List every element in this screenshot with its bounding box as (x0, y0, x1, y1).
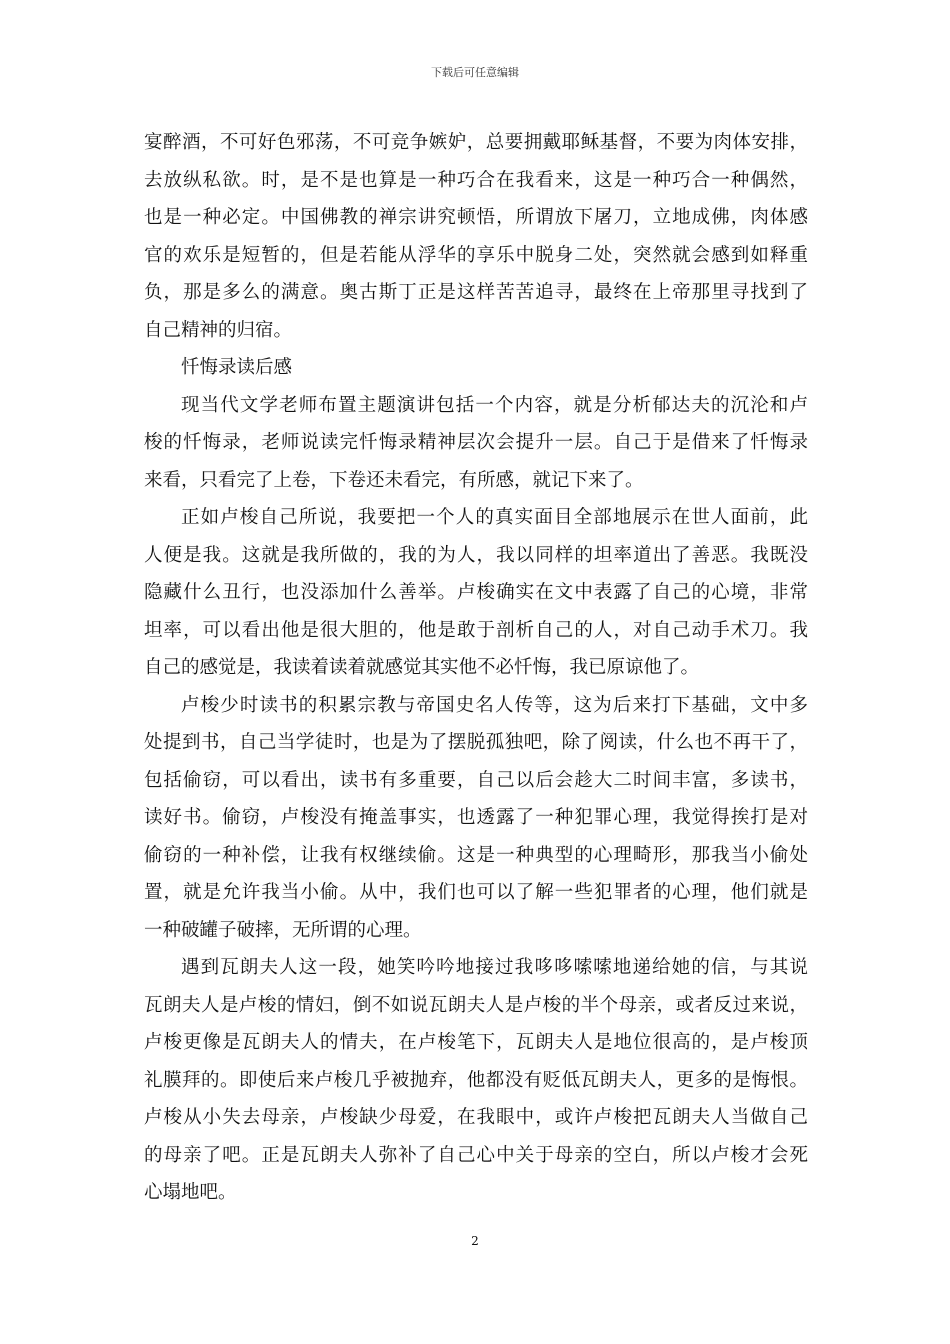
text-line: 来看，只看完了上卷，下卷还未看完，有所感，就记下来了。 (144, 469, 644, 491)
text-line: 去放纵私欲。时，是不是也算是一种巧合在我看来，这是一种巧合一种偶然， (144, 169, 808, 191)
text-line: 梭的忏悔录，老师说读完忏悔录精神层次会提升一层。自己于是借来了忏悔录 (144, 432, 808, 453)
text-line: 瓦朗夫人是卢梭的情妇，倒不如说瓦朗夫人是卢梭的半个母亲，或者反过来说， (144, 994, 808, 1016)
text-line: 卢梭少时读书的积累宗教与帝国史名人传等，这为后来打下基础，文中多 (181, 694, 808, 716)
text-line: 正如卢梭自己所说，我要把一个人的真实面目全部地展示在世人面前，此 (181, 507, 808, 528)
text-line: 人便是我。这就是我所做的，我的为人，我以同样的坦率道出了善恶。我既没 (144, 544, 808, 566)
text-line: 遇到瓦朗夫人这一段，她笑吟吟地接过我哆哆嗦嗦地递给她的信，与其说 (181, 957, 808, 978)
text-line: 包括偷窃，可以看出，读书有多重要，自己以后会趁大二时间丰富，多读书， (144, 769, 808, 791)
document-body (144, 124, 808, 1212)
text-line: 现当代文学老师布置主题演讲包括一个内容，就是分析郁达夫的沉沦和卢 (181, 394, 808, 416)
text-line: 卢梭更像是瓦朗夫人的情夫，在卢梭笔下，瓦朗夫人是地位很高的，是卢梭顶 (144, 1032, 808, 1053)
text-line: 偷窃的一种补偿，让我有权继续偷。这是一种典型的心理畸形，那我当小偷处 (144, 844, 808, 866)
page-header: 下载后可任意编辑 (431, 66, 519, 79)
text-line: 负，那是多么的满意。奥古斯丁正是这样苦苦追寻，最终在上帝那里寻找到了 (144, 282, 808, 303)
text-line: 隐藏什么丑行，也没添加什么善举。卢梭确实在文中表露了自己的心境，非常 (144, 582, 808, 603)
text-line: 礼膜拜的。即使后来卢梭几乎被抛弃，他都没有贬低瓦朗夫人，更多的是悔恨。 (144, 1069, 808, 1091)
text-line: 一种破罐子破摔，无所谓的心理。 (144, 919, 422, 941)
text-line: 处提到书，自己当学徒时，也是为了摆脱孤独吧，除了阅读，什么也不再干了， (144, 732, 808, 753)
text-line: 卢梭从小失去母亲，卢梭缺少母爱，在我眼中，或许卢梭把瓦朗夫人当做自己 (144, 1107, 808, 1128)
page-number: 2 (471, 1234, 479, 1248)
text-line: 读好书。偷窃，卢梭没有掩盖事实，也透露了一种犯罪心理，我觉得挨打是对 (144, 807, 808, 828)
text-line: 坦率，可以看出他是很大胆的，他是敢于剖析自己的人，对自己动手术刀。我 (144, 619, 808, 641)
text-line: 的母亲了吧。正是瓦朗夫人弥补了自己心中关于母亲的空白，所以卢梭才会死 (144, 1144, 808, 1166)
text-line: 自己精神的归宿。 (144, 319, 293, 341)
text-line: 也是一种必定。中国佛教的禅宗讲究顿悟，所谓放下屠刀，立地成佛，肉体感 (144, 207, 808, 228)
text-line: 心塌地吧。 (144, 1182, 237, 1203)
text-line: 宴醉酒，不可好色邪荡，不可竞争嫉妒，总要拥戴耶稣基督，不要为肉体安排， (144, 132, 808, 153)
text-line: 自己的感觉是，我读着读着就感觉其实他不必忏悔，我已原谅他了。 (144, 657, 700, 678)
text-line: 置，就是允许我当小偷。从中，我们也可以了解一些犯罪者的心理，他们就是 (144, 882, 808, 903)
text-line: 忏悔录读后感 (181, 357, 293, 378)
text-line: 官的欢乐是短暂的，但是若能从浮华的享乐中脱身二处，突然就会感到如释重 (144, 244, 808, 266)
